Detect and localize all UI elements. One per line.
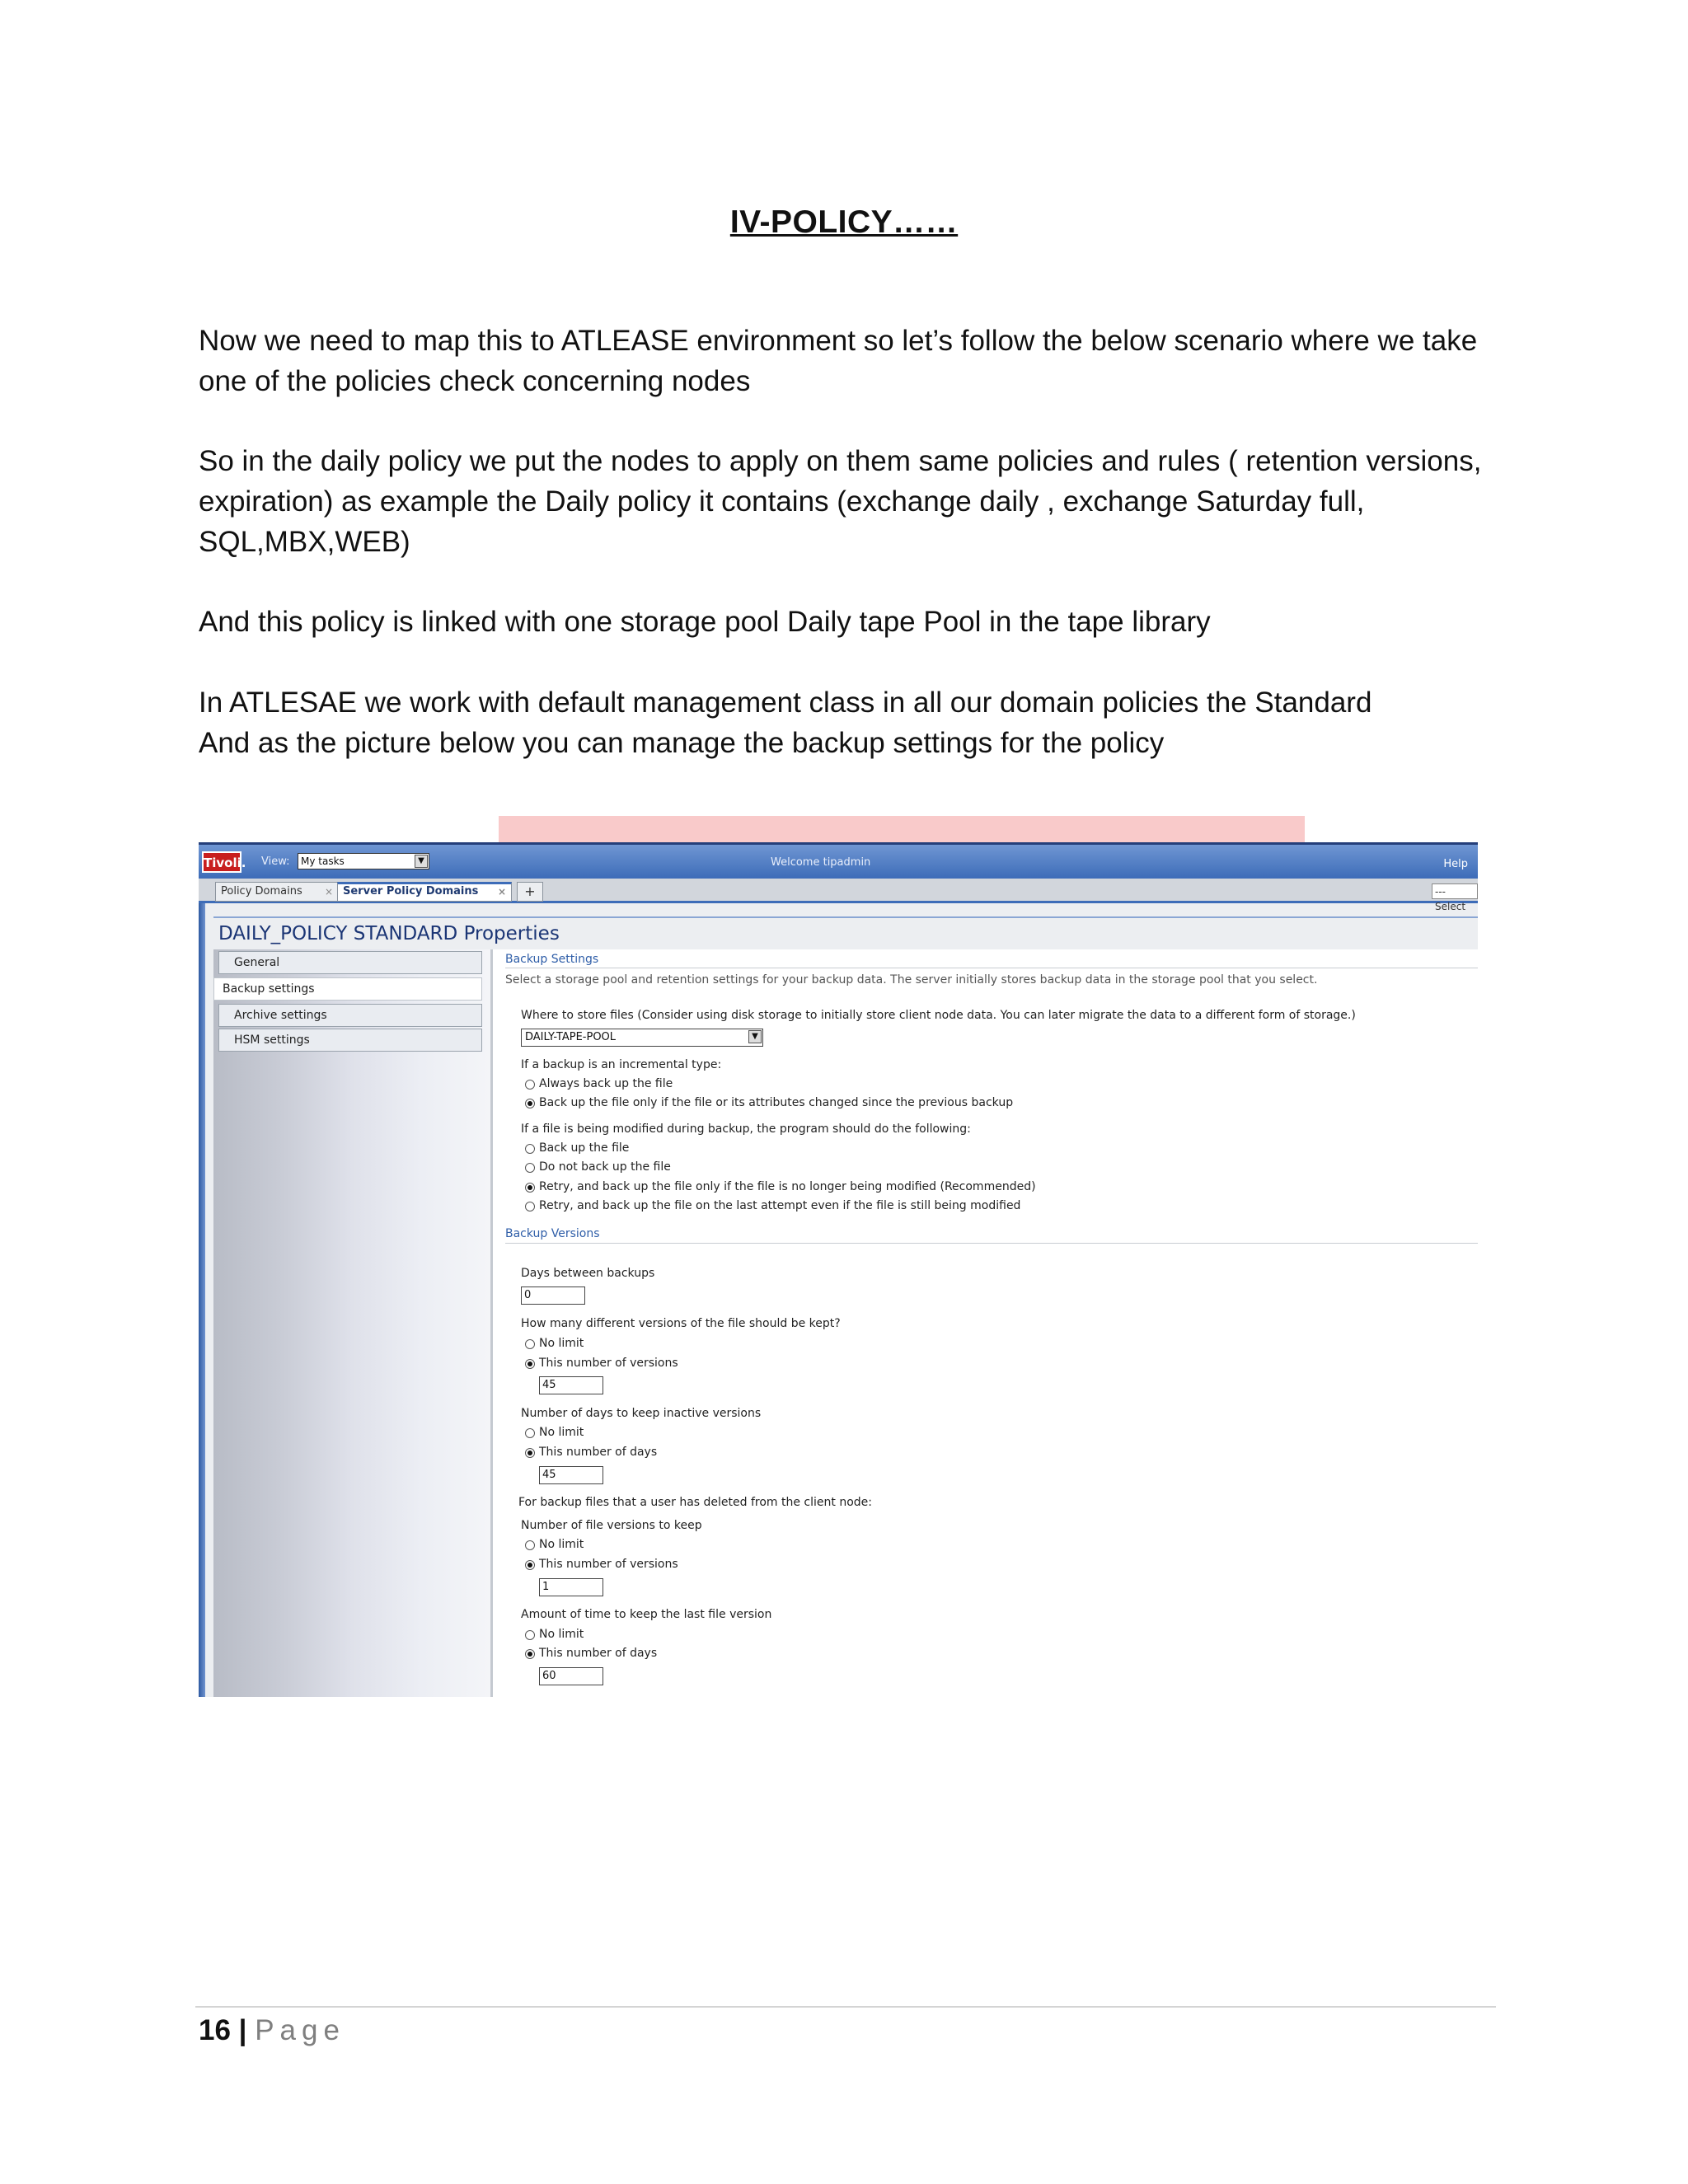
nav-item-hsm-settings[interactable]: HSM settings bbox=[218, 1029, 482, 1052]
inactive-days-label: Number of days to keep inactive versions bbox=[521, 1407, 762, 1420]
welcome-text: Welcome tipadmin bbox=[771, 856, 871, 869]
radio-last-version-no-limit[interactable] bbox=[525, 1630, 535, 1640]
where-to-store-label: Where to store files (Consider using disk storage to initially store client node data. You can later migrate the data to a different form of storage.) bbox=[521, 1009, 1356, 1022]
view-select[interactable] bbox=[298, 853, 429, 869]
left-navigation bbox=[213, 949, 490, 1697]
option-label: Do not back up the file bbox=[539, 1160, 671, 1174]
radio-file-versions-no-limit[interactable] bbox=[525, 1540, 535, 1550]
nav-item-backup-settings[interactable]: Backup settings bbox=[213, 977, 482, 1001]
view-select-value: My tasks bbox=[301, 855, 345, 867]
backup-settings-description: Select a storage pool and retention settings for your backup data. The server initially stores backup data in the storage pool that you select. bbox=[505, 973, 1318, 987]
close-icon[interactable]: × bbox=[497, 886, 506, 898]
tab-bar bbox=[199, 879, 1478, 912]
paragraph-4: In ATLESAE we work with default management class in all our domain policies the Standard bbox=[199, 687, 1372, 719]
option-label: Always back up the file bbox=[539, 1077, 673, 1090]
document-title: IV-POLICY…… bbox=[729, 204, 959, 240]
days-between-label: Days between backups bbox=[521, 1267, 655, 1280]
nav-item-general[interactable]: General bbox=[218, 951, 482, 974]
inactive-days-input[interactable]: 45 bbox=[539, 1466, 603, 1484]
paragraph-5: And as the picture below you can manage the backup settings for the policy bbox=[199, 727, 1165, 759]
tab-label: Policy Domains bbox=[221, 885, 302, 898]
radio-inactive-days[interactable] bbox=[525, 1448, 535, 1458]
add-tab-button[interactable]: + bbox=[517, 882, 543, 902]
tab-policy-domains[interactable] bbox=[215, 882, 339, 902]
option-label: No limit bbox=[539, 1538, 584, 1551]
option-label: This number of versions bbox=[539, 1558, 678, 1571]
incremental-label: If a backup is an incremental type: bbox=[521, 1058, 722, 1071]
versions-input[interactable]: 45 bbox=[539, 1376, 603, 1394]
footer-separator: | bbox=[238, 2014, 247, 2046]
radio-file-versions-number[interactable] bbox=[525, 1560, 535, 1570]
paragraph-3: And this policy is linked with one storage pool Daily tape Pool in the tape library bbox=[199, 606, 1211, 638]
chevron-down-icon[interactable]: ▼ bbox=[748, 1030, 762, 1043]
paragraph-1: Now we need to map this to ATLEASE environment so let’s follow the below scenario where we take one of the policies check concerning nodes bbox=[199, 325, 1478, 397]
radio-versions-number[interactable] bbox=[525, 1359, 535, 1369]
title-rule bbox=[213, 916, 1478, 918]
backup-settings-header: Backup Settings bbox=[505, 953, 599, 966]
radio-versions-no-limit[interactable] bbox=[525, 1339, 535, 1349]
file-versions-label: Number of file versions to keep bbox=[521, 1519, 702, 1532]
option-label: No limit bbox=[539, 1628, 584, 1641]
chevron-down-icon[interactable]: ▼ bbox=[415, 855, 428, 868]
section-rule bbox=[505, 1243, 1478, 1244]
footer-rule bbox=[195, 2006, 1496, 2008]
modified-label: If a file is being modified during backup, the program should do the following: bbox=[521, 1122, 971, 1136]
page-footer bbox=[199, 2014, 345, 2047]
option-label: Retry, and back up the file on the last attempt even if the file is still being modified bbox=[539, 1199, 1021, 1212]
days-between-input[interactable]: 0 bbox=[521, 1286, 585, 1305]
radio-last-version-days[interactable] bbox=[525, 1649, 535, 1659]
radio-inactive-no-limit[interactable] bbox=[525, 1428, 535, 1438]
storage-pool-select[interactable] bbox=[521, 1029, 763, 1047]
option-label: This number of versions bbox=[539, 1357, 678, 1370]
versions-label: How many different versions of the file should be kept? bbox=[521, 1317, 841, 1330]
tab-label: Server Policy Domains bbox=[343, 885, 479, 898]
tab-server-policy-domains[interactable] bbox=[337, 882, 512, 902]
radio-back-up-if-changed[interactable] bbox=[525, 1099, 535, 1108]
nav-item-archive-settings[interactable]: Archive settings bbox=[218, 1004, 482, 1027]
option-label: No limit bbox=[539, 1426, 584, 1439]
help-link[interactable]: Help bbox=[1443, 858, 1468, 870]
last-version-label: Amount of time to keep the last file version bbox=[521, 1608, 772, 1621]
radio-always-back-up[interactable] bbox=[525, 1080, 535, 1090]
nav-separator bbox=[490, 949, 493, 1697]
storage-pool-value: DAILY-TAPE-POOL bbox=[525, 1031, 617, 1043]
view-label: View: bbox=[261, 855, 290, 868]
radio-retry-last-attempt[interactable] bbox=[525, 1202, 535, 1212]
select-dropdown[interactable]: --- Select bbox=[1432, 883, 1478, 899]
option-label: No limit bbox=[539, 1337, 584, 1350]
tivoli-logo: Tivoli. bbox=[202, 851, 241, 873]
deleted-files-label: For backup files that a user has deleted from the client node: bbox=[518, 1496, 872, 1509]
radio-back-up-file[interactable] bbox=[525, 1144, 535, 1154]
decorative-strip bbox=[499, 816, 1305, 844]
left-edge-bar bbox=[199, 903, 205, 1697]
option-label: Back up the file only if the file or its attributes changed since the previous backup bbox=[539, 1096, 1014, 1109]
properties-title: DAILY_POLICY STANDARD Properties bbox=[218, 923, 560, 944]
paragraph-2: So in the daily policy we put the nodes to apply on them same policies and rules ( retention versions, expiration) as example the Daily policy it contains (exchange daily , exchange Saturday full, SQL,MBX,WEB) bbox=[199, 445, 1482, 558]
file-versions-input[interactable]: 1 bbox=[539, 1578, 603, 1596]
backup-versions-header: Backup Versions bbox=[505, 1227, 600, 1240]
page-number: 16 bbox=[199, 2014, 231, 2046]
option-label: Retry, and back up the file only if the file is no longer being modified (Recommended) bbox=[539, 1180, 1036, 1193]
radio-retry-recommended[interactable] bbox=[525, 1183, 535, 1193]
last-version-input[interactable]: 60 bbox=[539, 1667, 603, 1685]
radio-do-not-back-up[interactable] bbox=[525, 1163, 535, 1173]
option-label: Back up the file bbox=[539, 1141, 630, 1155]
close-icon[interactable]: × bbox=[324, 886, 333, 898]
top-bar bbox=[199, 842, 1478, 879]
tivoli-screenshot bbox=[199, 842, 1478, 1697]
option-label: This number of days bbox=[539, 1446, 658, 1459]
page-word: Page bbox=[255, 2014, 345, 2046]
option-label: This number of days bbox=[539, 1647, 658, 1660]
